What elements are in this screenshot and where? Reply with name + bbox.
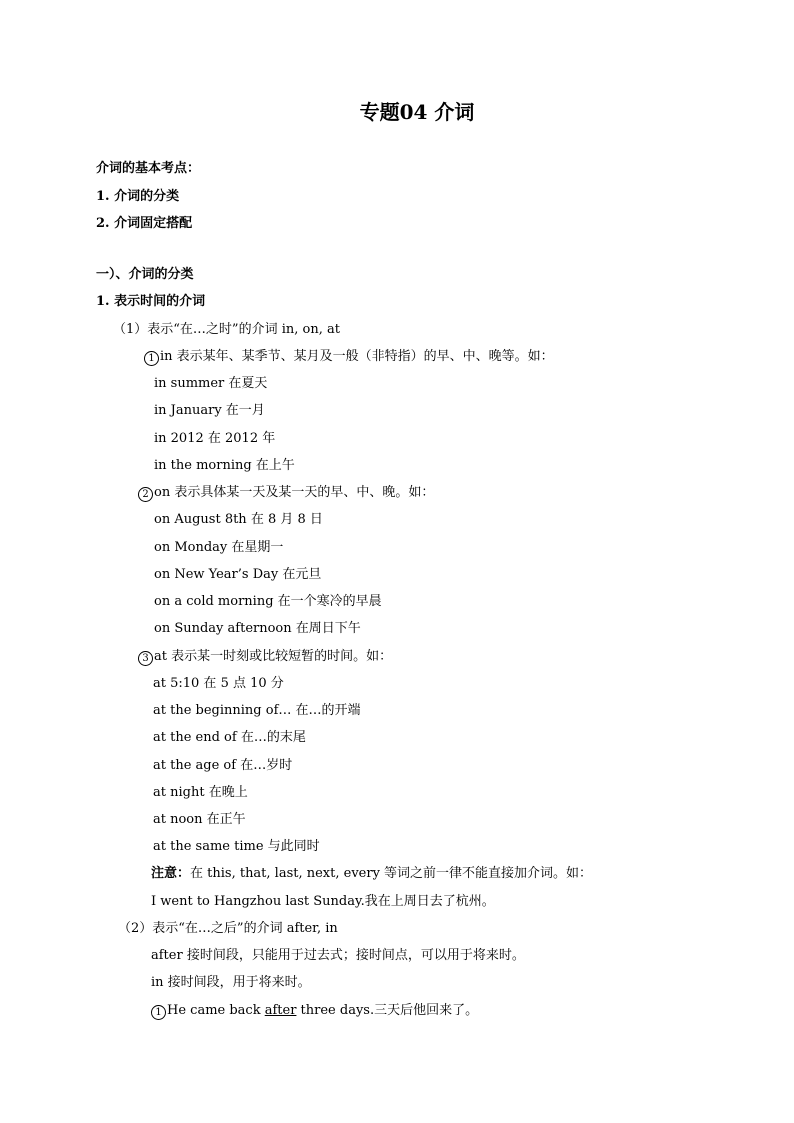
example-line: in January 在一月 xyxy=(154,403,265,418)
intro-point-1: 1. 介词的分类 xyxy=(96,189,180,204)
note-text: 在 this, that, last, next, every 等词之前一律不能直接加介词。如： xyxy=(190,866,593,881)
in-rule-text: in 表示某年、某季节、某月及一般（非特指）的早、中、晚等。如： xyxy=(160,349,554,364)
example-line: at the same time 与此同时 xyxy=(153,839,320,854)
circled-number-marker: 2 xyxy=(138,487,153,502)
intro-heading: 介词的基本考点： xyxy=(96,161,201,176)
intro-point-2: 2. 介词固定搭配 xyxy=(96,216,193,231)
circled-number-marker: 1 xyxy=(144,351,159,366)
part2-heading: （2）表示“在…之后”的介词 after, in xyxy=(118,921,338,936)
part2-line-1: after 接时间段，只能用于过去式；接时间点，可以用于将来时。 xyxy=(151,948,525,963)
part1-heading: （1）表示“在…之时”的介词 in, on, at xyxy=(113,322,340,337)
example-line: in 2012 在 2012 年 xyxy=(154,431,276,446)
section-heading: 一）、介词的分类 xyxy=(96,267,194,282)
example-line: on August 8th 在 8 月 8 日 xyxy=(154,512,323,527)
example-line: in summer 在夏天 xyxy=(154,376,268,391)
at-rule-text: at 表示某一时刻或比较短暂的时间。如： xyxy=(154,649,393,664)
example-line: at the age of 在…岁时 xyxy=(153,758,293,773)
example-line: on a cold morning 在一个寒冷的早晨 xyxy=(154,594,382,609)
page-title: 专题04 介词 xyxy=(359,100,475,124)
on-rule-text: on 表示具体某一天及某一天的早、中、晚。如： xyxy=(154,485,435,500)
part2-example-1 xyxy=(151,1002,478,1020)
note-label: 注意： xyxy=(151,866,191,881)
example-line: on New Year’s Day 在元旦 xyxy=(154,567,322,582)
example-line: at night 在晚上 xyxy=(153,785,248,800)
circled-number-marker: 3 xyxy=(138,651,153,666)
circled-number-marker: 1 xyxy=(151,1005,166,1020)
on-rule xyxy=(138,484,434,502)
example-line: at the end of 在…的末尾 xyxy=(153,730,306,745)
at-rule xyxy=(138,648,392,666)
underlined-word: after xyxy=(264,1003,297,1018)
example-text-before: He came back xyxy=(167,1003,265,1018)
example-line: on Monday 在星期一 xyxy=(154,540,284,555)
example-line: at noon 在正午 xyxy=(153,812,246,827)
note-example: I went to Hangzhou last Sunday.我在上周日去了杭州。 xyxy=(151,894,495,909)
in-rule xyxy=(144,348,554,366)
example-line: in the morning 在上午 xyxy=(154,458,295,473)
part2-line-2: in 接时间段，用于将来时。 xyxy=(151,975,311,990)
example-text-after: three days.三天后他回来了。 xyxy=(296,1003,479,1018)
example-line: at 5:10 在 5 点 10 分 xyxy=(153,676,284,691)
subsection-heading: 1. 表示时间的介词 xyxy=(96,294,206,309)
note-line xyxy=(151,865,592,883)
example-line: on Sunday afternoon 在周日下午 xyxy=(154,621,361,636)
example-line: at the beginning of… 在…的开端 xyxy=(153,703,361,718)
